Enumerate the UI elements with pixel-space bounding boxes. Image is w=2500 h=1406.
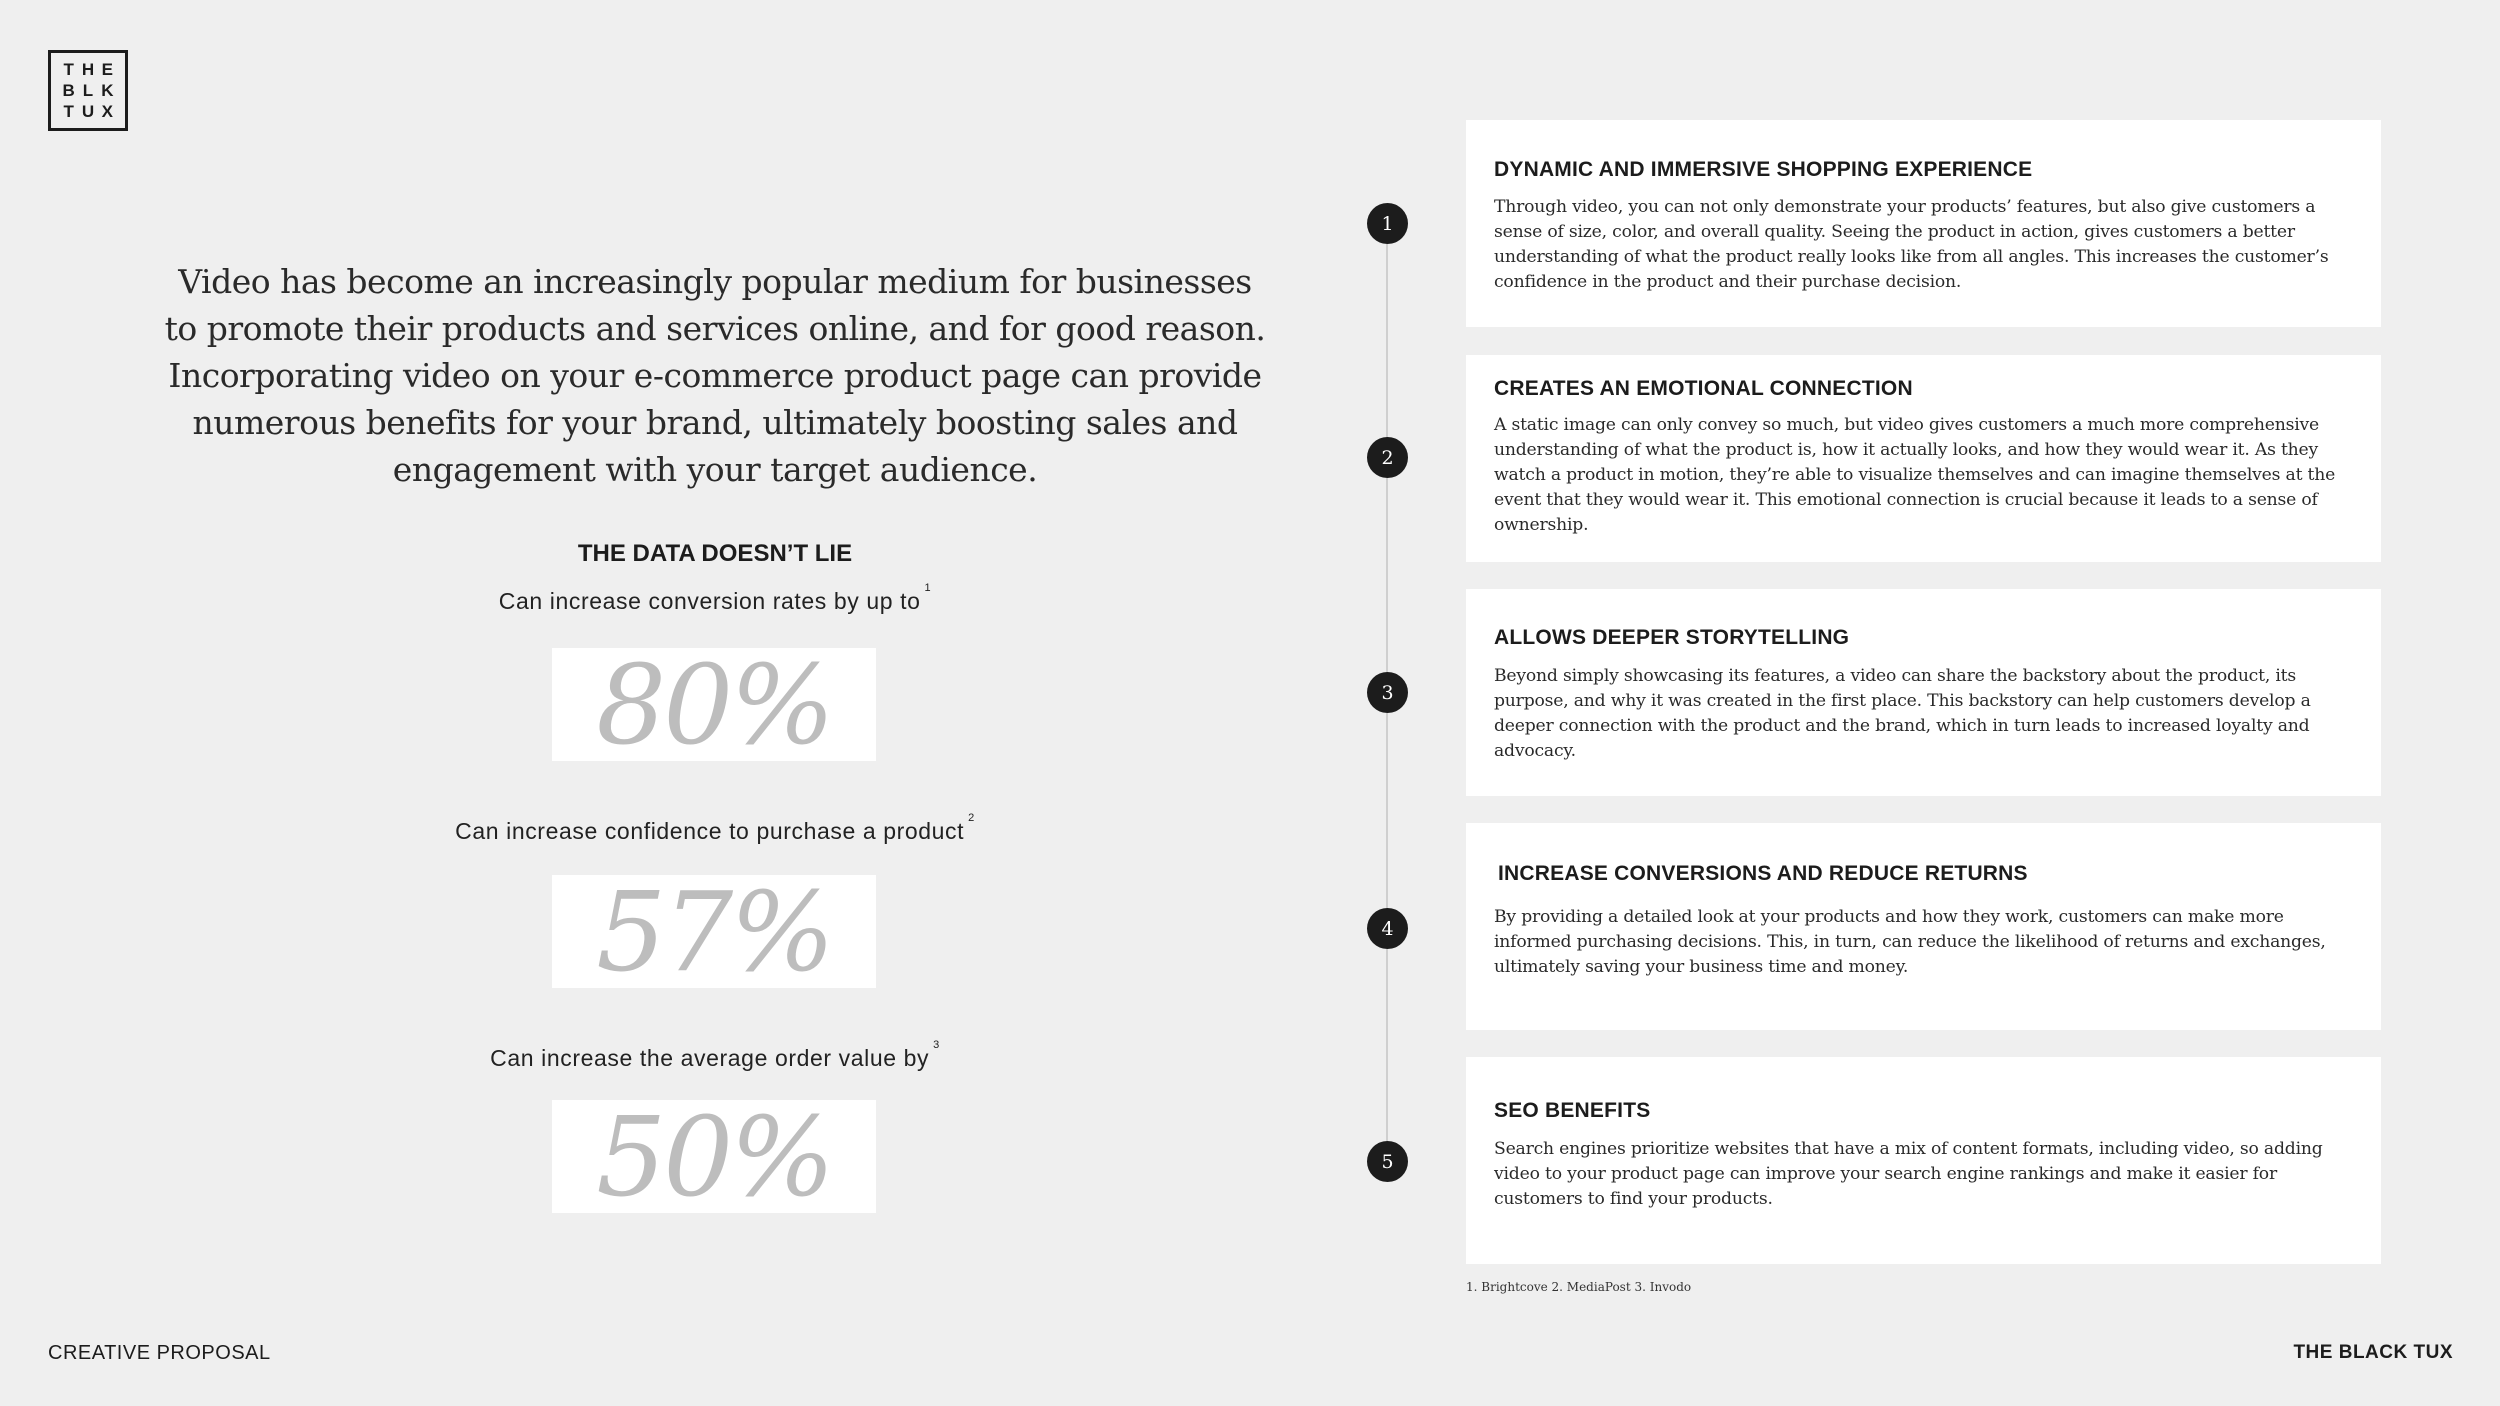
benefit-body: Search engines prioritize websites that have a mix of content formats, including video, so adding video to your product page can improve your search engine rankings and make it easier for customers to find your products. xyxy=(1494,1139,2323,1209)
stat-value-box xyxy=(552,648,876,761)
stat-label xyxy=(215,812,1215,845)
step-number-badge: 4 xyxy=(1367,908,1408,949)
logo-letter: T xyxy=(63,102,74,121)
logo-letter: L xyxy=(82,81,94,100)
benefit-body: A static image can only convey so much, but video gives customers a much more comprehensive understanding of what the product is, how it actually looks, and how they would wear it. As they watch a product in motion, they’re able to visualize themselves and can imagine themselves at the event that they would wear it. This emotional connection is crucial because it leads to a sense of ownership. xyxy=(1494,415,2336,535)
logo-letter: T xyxy=(63,60,74,79)
benefit-card xyxy=(1466,1057,2381,1264)
step-number-badge: 5 xyxy=(1367,1141,1408,1182)
benefit-card xyxy=(1466,823,2381,1030)
stat-value: 50% xyxy=(596,1100,832,1213)
stat-label-text: Can increase the average order value by xyxy=(490,1045,930,1071)
benefit-card xyxy=(1466,120,2381,327)
benefit-card xyxy=(1466,355,2381,562)
stat-label-text: Can increase conversion rates by up to xyxy=(498,588,921,614)
stat-label xyxy=(215,1039,1215,1072)
stat-value: 57% xyxy=(596,875,832,988)
footnote-sources: 1. Brightcove 2. MediaPost 3. Invodo xyxy=(1466,1280,1692,1294)
benefit-body: Beyond simply showcasing its features, a video can share the backstory about the product, its purpose, and why it was created in the first place. This backstory can help customers develop a deeper connection with the product and the brand, which in turn leads to increased loyalty and advocacy. xyxy=(1494,666,2311,761)
logo-letter: K xyxy=(101,81,114,100)
stat-value-box xyxy=(552,875,876,988)
benefit-title: SEO BENEFITS xyxy=(1494,1099,1651,1122)
data-heading: THE DATA DOESN’T LIE xyxy=(577,540,853,567)
step-number-badge: 1 xyxy=(1367,203,1408,244)
benefit-body: By providing a detailed look at your products and how they work, customers can make more informed purchasing decisions. This, in turn, can reduce the likelihood of returns and exchanges, ultimately saving your business time and money. xyxy=(1494,907,2326,977)
benefit-title: INCREASE CONVERSIONS AND REDUCE RETURNS xyxy=(1498,862,2028,885)
stat-label xyxy=(215,582,1215,615)
benefit-title: CREATES AN EMOTIONAL CONNECTION xyxy=(1494,377,1913,400)
stat-footnote-ref: 1 xyxy=(924,582,932,594)
stat-value: 80% xyxy=(596,648,832,761)
intro-paragraph: Video has become an increasingly popular medium for businesses to promote their products and services online, and for good reason. Incorporating video on your e-commerce product page can provide numerous benefits for your brand, ultimately boosting sales and engagement with your target audience. xyxy=(164,262,1266,489)
benefit-title: ALLOWS DEEPER STORYTELLING xyxy=(1494,626,1850,649)
logo-letter: X xyxy=(101,102,113,121)
logo-letter: E xyxy=(101,60,113,79)
step-number-badge: 2 xyxy=(1367,437,1408,478)
benefit-card xyxy=(1466,589,2381,796)
logo-letter: B xyxy=(62,81,75,100)
benefit-title: DYNAMIC AND IMMERSIVE SHOPPING EXPERIENCE xyxy=(1494,158,2033,181)
logo-letter: H xyxy=(81,60,95,79)
benefit-body: Through video, you can not only demonstrate your products’ features, but also give customers a sense of size, color, and overall quality. Seeing the product in action, gives customers a better understanding of what the product really looks like from all angles. This increases the customer’s confidence in the product and their purchase decision. xyxy=(1494,197,2329,292)
logo xyxy=(48,50,128,131)
footer-label: CREATIVE PROPOSAL xyxy=(48,1342,271,1364)
logo-letter: U xyxy=(81,102,95,121)
stat-footnote-ref: 2 xyxy=(968,812,975,824)
stat-label-text: Can increase confidence to purchase a product xyxy=(455,818,965,844)
footer-brand: THE BLACK TUX xyxy=(2293,1342,2453,1363)
stat-value-box xyxy=(552,1100,876,1213)
stat-footnote-ref: 3 xyxy=(933,1039,940,1051)
step-number-badge: 3 xyxy=(1367,672,1408,713)
